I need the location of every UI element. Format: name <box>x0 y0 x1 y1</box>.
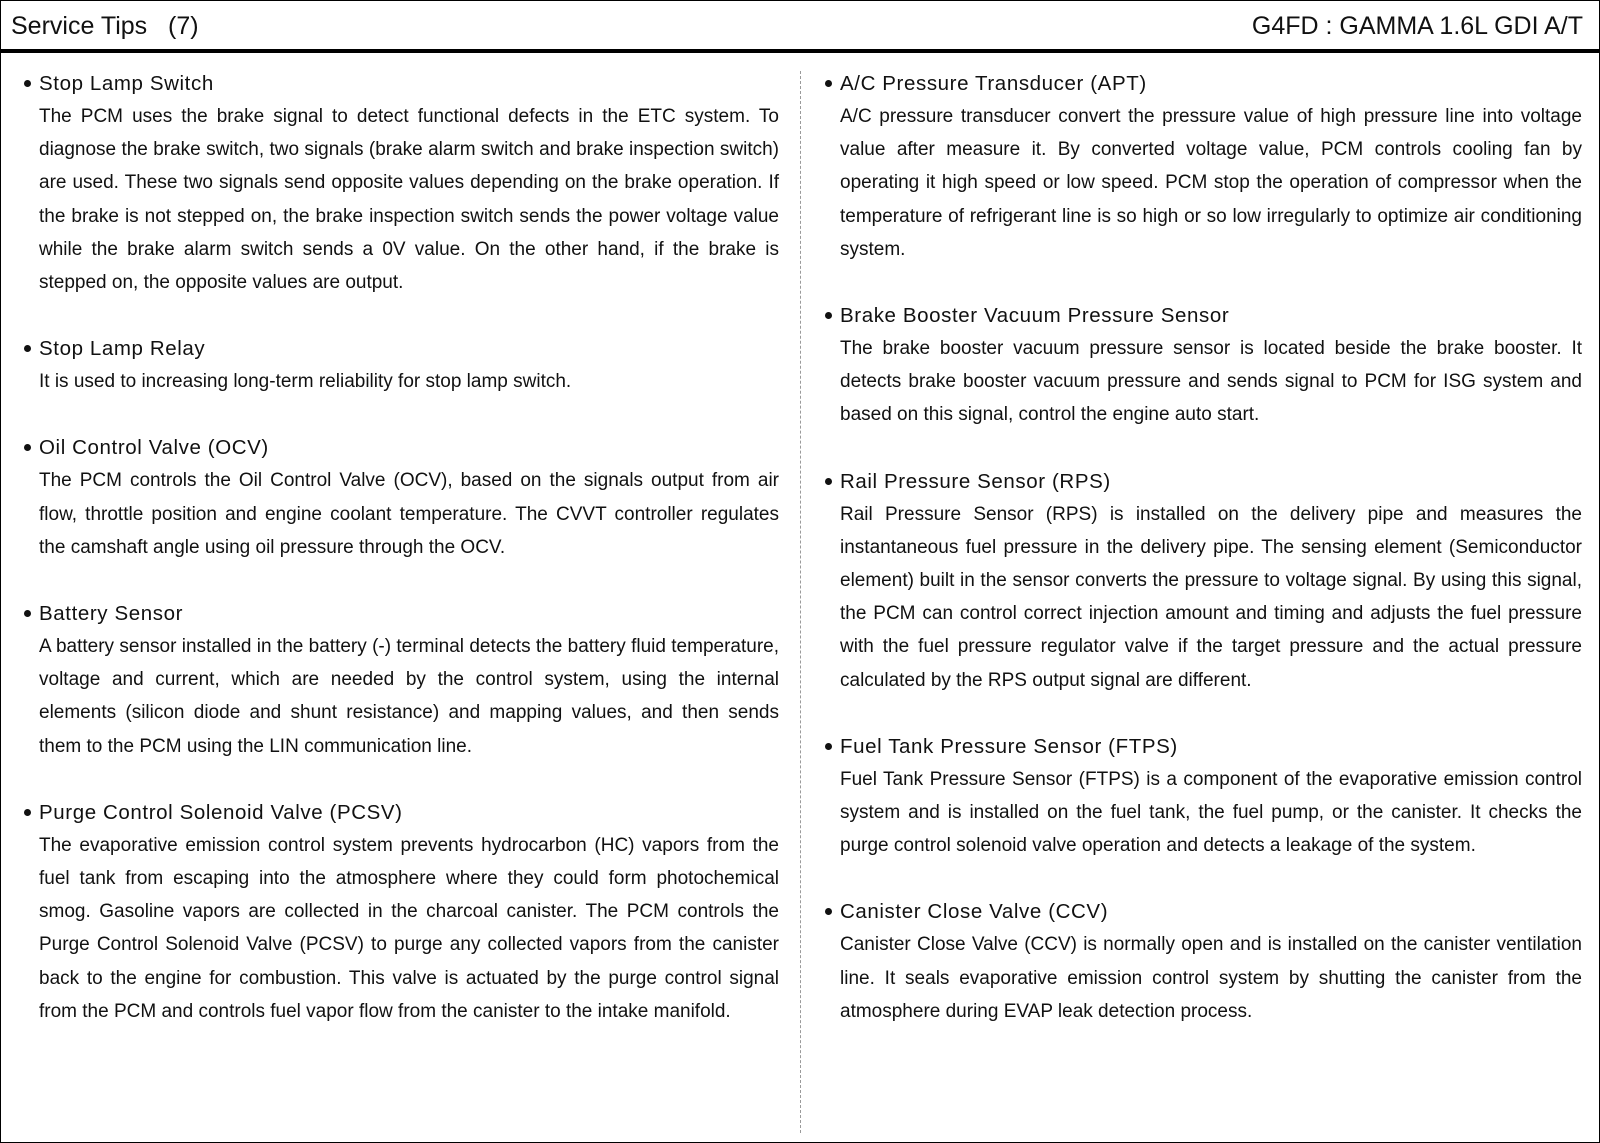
bullet-dot-icon <box>825 80 832 87</box>
engine-label: G4FD : GAMMA 1.6L GDI A/T <box>1251 12 1583 40</box>
left-column <box>21 67 779 1061</box>
bullet-dot-icon <box>24 444 31 451</box>
tip-heading: Battery Sensor <box>39 602 183 626</box>
tip-body: A battery sensor installed in the battery (-) terminal detects the battery fluid temperature, voltage and current, which are needed by the control system, using the internal elements (silicon diode and shunt resistance) and mapping values, and then sends them to the PCM using the LIN communication line. <box>39 636 779 757</box>
bullet-dot-icon <box>825 743 832 750</box>
bullet-dot-icon <box>825 312 832 319</box>
bullet-dot-icon <box>24 80 31 87</box>
tip-body: The PCM controls the Oil Control Valve (OCV), based on the signals output from air flow, throttle position and engine coolant temperature. The CVVT controller regulates the camshaft angle using oil pressure through the OCV. <box>39 470 779 558</box>
tip-body: Canister Close Valve (CCV) is normally open and is installed on the canister ventilation line. It seals evaporative emission control system by shutting the canister from the atmosphere during EVAP leak detection process. <box>840 934 1582 1022</box>
tip-brake-booster-vacuum-pressure-sensor <box>822 299 1582 432</box>
tip-heading: Purge Control Solenoid Valve (PCSV) <box>39 800 403 824</box>
tip-canister-close-valve <box>822 895 1582 1028</box>
bullet-dot-icon <box>825 478 832 485</box>
bullet-dot-icon <box>24 345 31 352</box>
tip-body: Rail Pressure Sensor (RPS) is installed on the delivery pipe and measures the instantaneous fuel pressure in the delivery pipe. The sensing element (Semiconductor element) built in the sensor converts the pressure to voltage signal. By using this signal, the PCM can control correct injection amount and timing and adjusts the fuel pressure with the fuel pressure regulator valve if the target pressure and the actual pressure calculated by the RPS output signal are different. <box>840 503 1582 691</box>
tip-body: The evaporative emission control system prevents hydrocarbon (HC) vapors from the fuel tank from escaping into the atmosphere where they could form photochemical smog. Gasoline vapors are collected in the charcoal canister. The PCM controls the Purge Control Solenoid Valve (PCSV) to purge any collected vapors from the canister back to the engine for combustion. This valve is actuated by the purge control signal from the PCM and controls fuel vapor flow from the canister to the intake manifold. <box>39 834 779 1022</box>
tip-body: The brake booster vacuum pressure sensor is located beside the brake booster. It detects brake booster vacuum pressure and sends signal to PCM for ISG system and based on this signal, control the engine auto start. <box>840 338 1582 426</box>
column-divider <box>800 71 801 1133</box>
tip-heading: Stop Lamp Switch <box>39 72 214 95</box>
tip-body: Fuel Tank Pressure Sensor (FTPS) is a component of the evaporative emission control system and is installed on the fuel tank, the fuel pump, or the canister. It checks the purge control solenoid valve operation and detects a leakage of the system. <box>840 768 1582 857</box>
tip-rail-pressure-sensor <box>822 465 1582 697</box>
tip-oil-control-valve <box>21 431 779 564</box>
page-header <box>1 1 1599 53</box>
tip-heading: Fuel Tank Pressure Sensor (FTPS) <box>840 734 1178 758</box>
tip-fuel-tank-pressure-sensor <box>822 730 1582 863</box>
tip-heading: Stop Lamp Relay <box>39 337 206 361</box>
tip-body: A/C pressure transducer convert the pressure value of high pressure line into voltage value after measure it. By converted voltage value, PCM controls cooling fan by operating it high speed or low speed. PCM stop the operation of compressor when the temperature of refrigerant line is so high or so low irregularly to optimize air conditioning system. <box>840 106 1582 260</box>
tip-heading: Brake Booster Vacuum Pressure Sensor <box>840 304 1230 328</box>
tip-heading: Canister Close Valve (CCV) <box>840 900 1109 924</box>
tip-heading: Oil Control Valve (OCV) <box>39 436 269 460</box>
bullet-dot-icon <box>24 610 31 617</box>
tip-ac-pressure-transducer <box>822 67 1582 266</box>
bullet-dot-icon <box>825 908 832 915</box>
tip-body: The PCM uses the brake signal to detect functional defects in the ETC system. To diagnose the brake switch, two signals (brake alarm switch and brake inspection switch) are used. These two signals send opposite values depending on the brake operation. If the brake is not stepped on, the brake inspection switch sends the power voltage value while the brake alarm switch sends a 0V value. On the other hand, if the brake is stepped on, the opposite values are output. <box>39 106 779 294</box>
tip-body: It is used to increasing long-term reliability for stop lamp switch. <box>39 371 572 393</box>
tip-heading: Rail Pressure Sensor (RPS) <box>840 469 1111 493</box>
page-title: Service Tips (7) <box>11 12 199 40</box>
tip-heading: A/C Pressure Transducer (APT) <box>840 72 1147 95</box>
bullet-dot-icon <box>24 809 31 816</box>
tip-battery-sensor <box>21 597 779 763</box>
right-column <box>822 67 1582 1061</box>
tip-stop-lamp-switch <box>21 67 779 299</box>
tip-purge-control-solenoid-valve <box>21 796 779 1028</box>
tip-stop-lamp-relay <box>21 332 779 398</box>
